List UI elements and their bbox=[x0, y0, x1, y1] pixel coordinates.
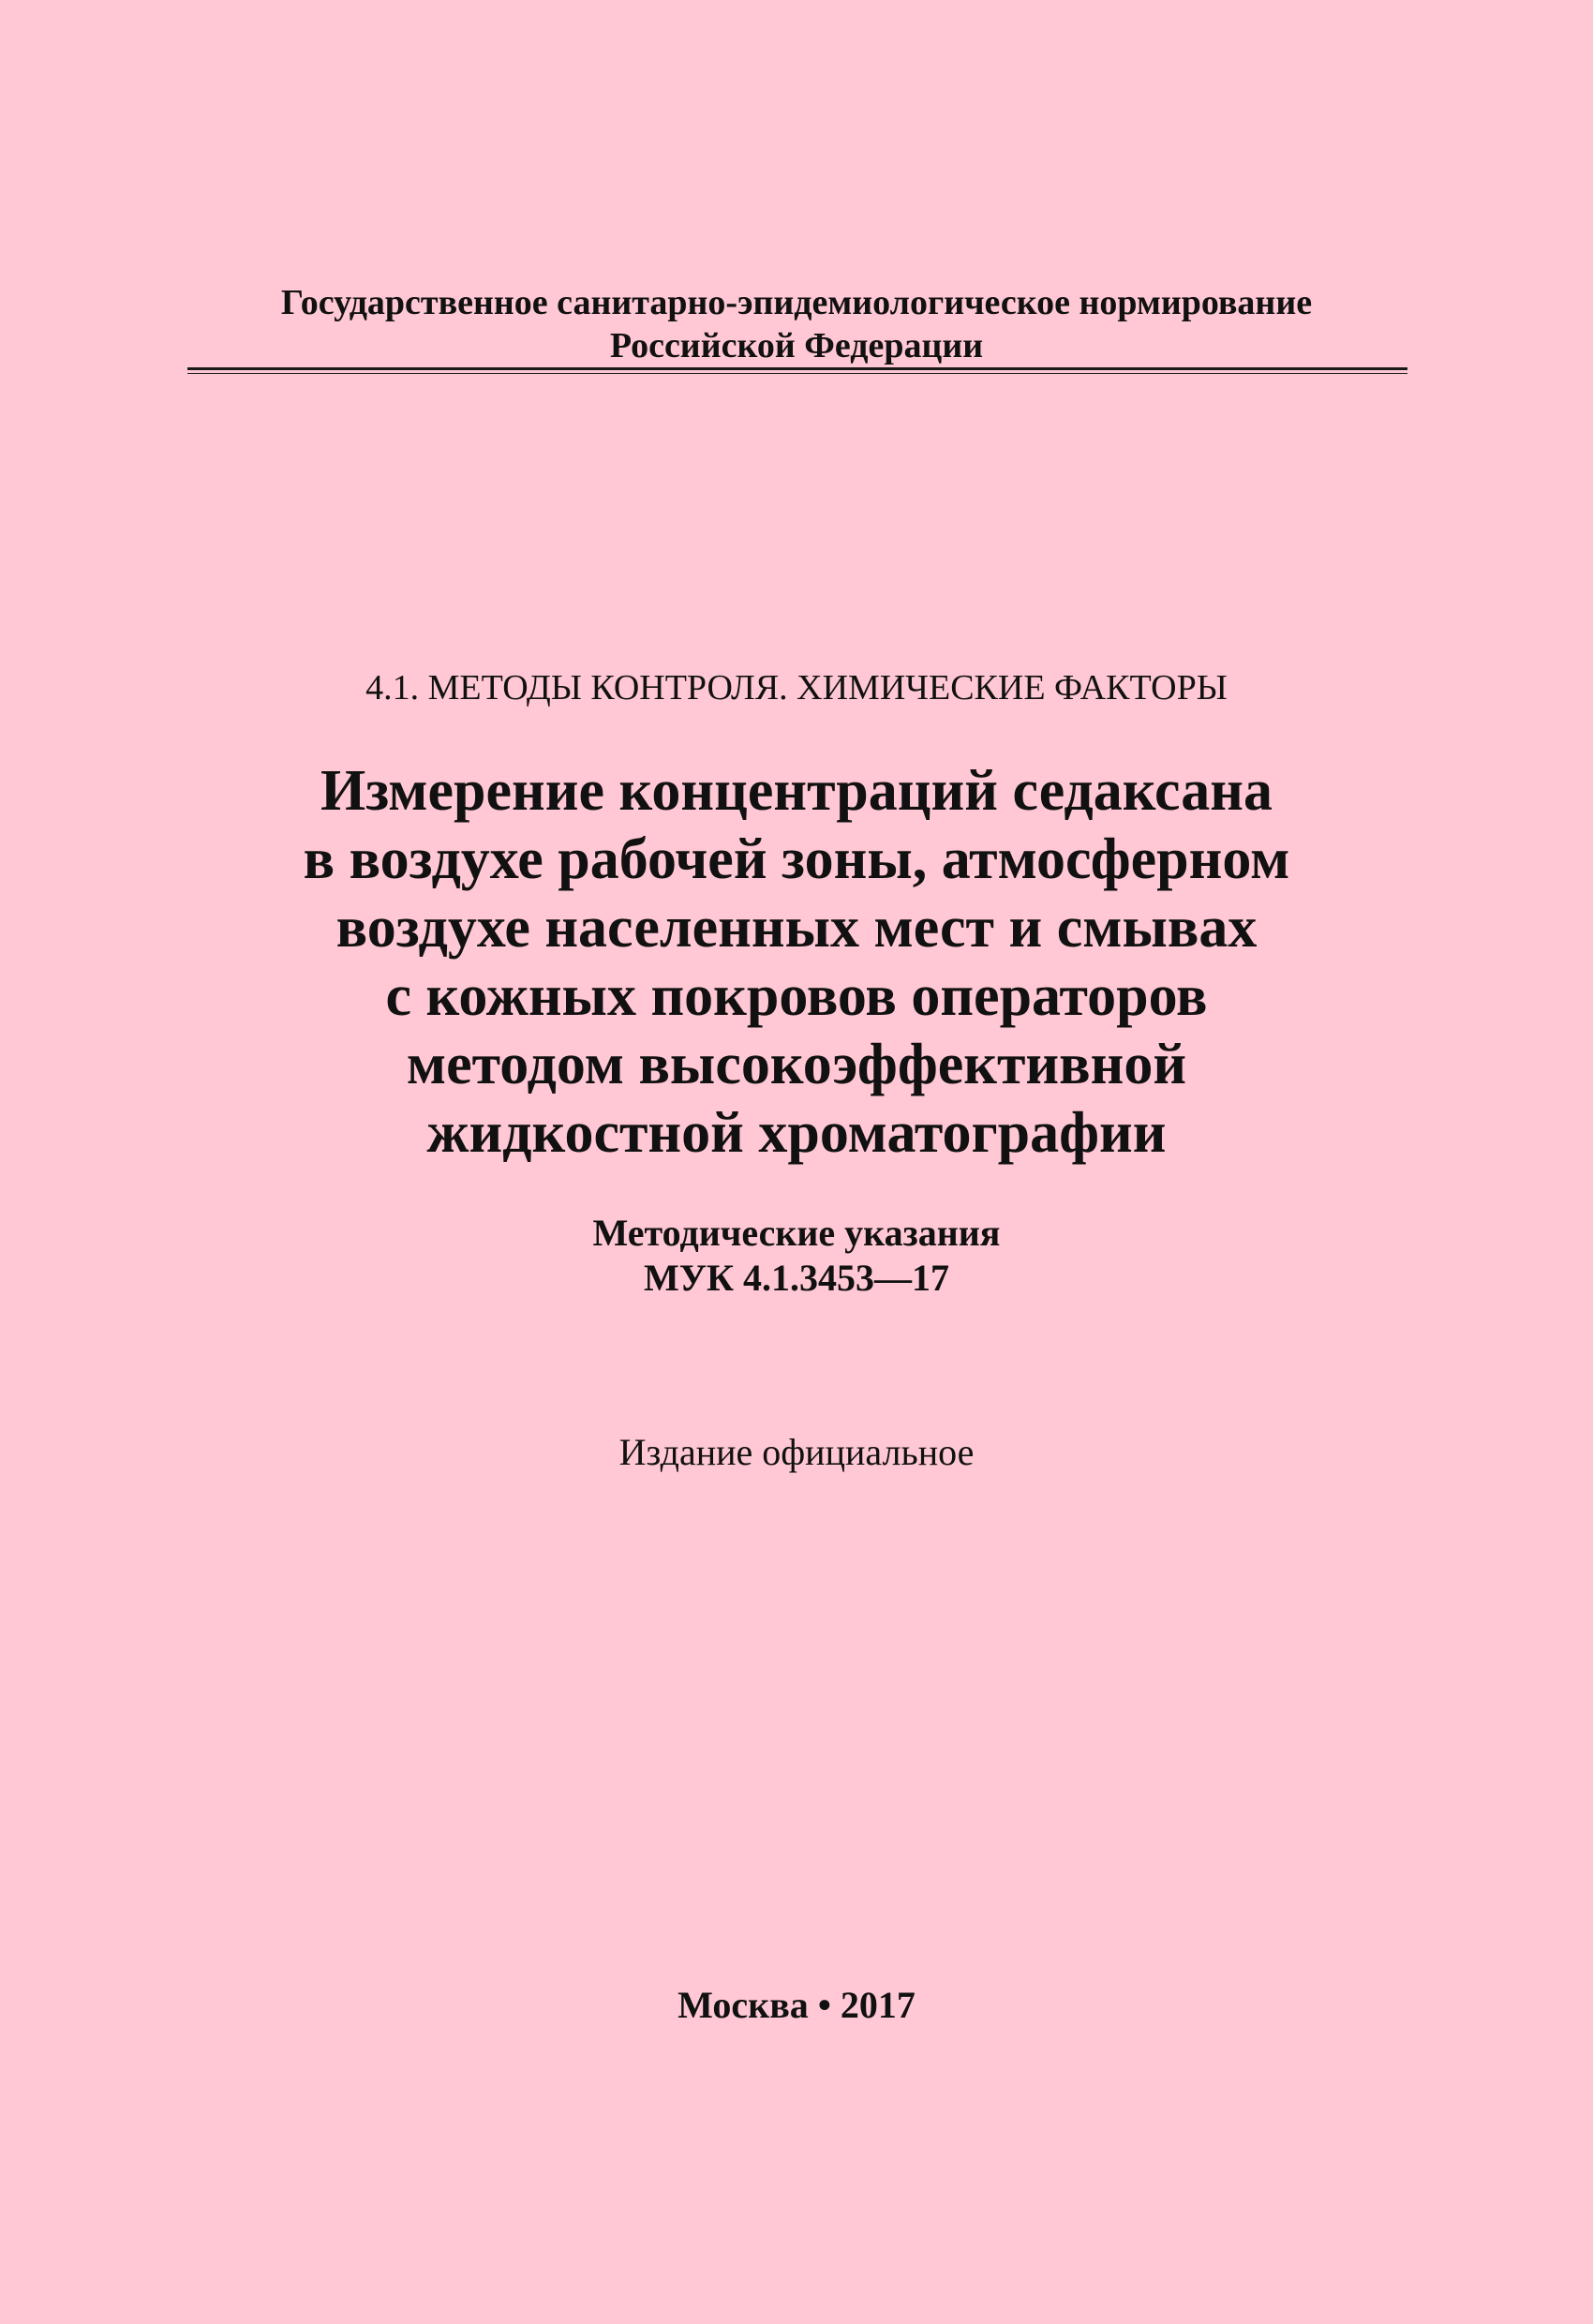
issuer-line-1: Государственное санитарно-эпидемиологическое нормирование bbox=[280, 283, 1313, 322]
publication-city: Москва bbox=[677, 1984, 809, 2026]
title-line: жидкостной хроматографии bbox=[426, 1101, 1167, 1165]
title-line: в воздухе рабочей зоны, атмосферном bbox=[303, 827, 1290, 891]
header-divider bbox=[187, 367, 1407, 370]
header-divider-thin bbox=[187, 373, 1407, 374]
document-type bbox=[187, 1211, 1406, 1301]
publication-footer bbox=[187, 1983, 1406, 2028]
title-line: с кожных покровов операторов bbox=[385, 964, 1208, 1028]
document-title bbox=[141, 757, 1452, 1168]
footer-separator: • bbox=[817, 1984, 831, 2026]
title-line: методом высокоэффективной bbox=[406, 1033, 1187, 1096]
publication-year: 2017 bbox=[840, 1984, 916, 2026]
title-line: Измерение концентраций седаксана bbox=[320, 759, 1273, 823]
document-code: МУК 4.1.3453—17 bbox=[643, 1257, 950, 1299]
section-heading: 4.1. МЕТОДЫ КОНТРОЛЯ. ХИМИЧЕСКИЕ ФАКТОРЫ bbox=[365, 668, 1228, 708]
title-line: воздухе населенных мест и смывах bbox=[335, 896, 1258, 960]
document-type-label: Методические указания bbox=[592, 1212, 1001, 1254]
issuer-header bbox=[187, 281, 1406, 367]
issuer-line-2: Российской Федерации bbox=[609, 326, 984, 365]
edition-note: Издание официальное bbox=[618, 1431, 975, 1473]
